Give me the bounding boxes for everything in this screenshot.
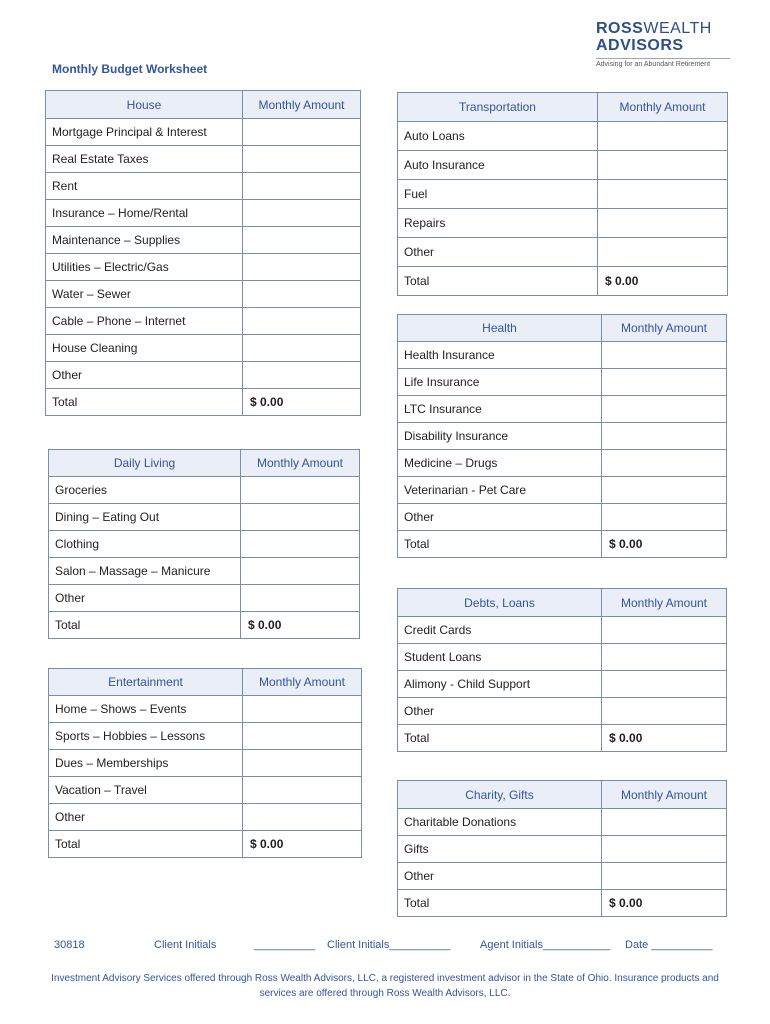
transportation-total-label: Total (398, 267, 598, 296)
charity-gifts-item: Charitable Donations (398, 809, 602, 836)
health-amount-input[interactable] (602, 450, 727, 477)
health-amount-input[interactable] (602, 423, 727, 450)
health-amount-header: Monthly Amount (602, 315, 727, 342)
daily-living-item: Dining – Eating Out (49, 504, 241, 531)
house-amount-header: Monthly Amount (243, 91, 361, 119)
health-amount-input[interactable] (602, 477, 727, 504)
transportation-amount-input[interactable] (598, 238, 728, 267)
form-number: 30818 (54, 939, 85, 951)
entertainment-amount-input[interactable] (243, 804, 362, 831)
daily-living-item: Salon – Massage – Manicure (49, 558, 241, 585)
transportation-item: Other (398, 238, 598, 267)
health-item: Disability Insurance (398, 423, 602, 450)
house-item: Rent (46, 173, 243, 200)
page-title: Monthly Budget Worksheet (52, 62, 208, 76)
house-amount-input[interactable] (243, 281, 361, 308)
entertainment-amount-header: Monthly Amount (243, 669, 362, 696)
health-item: Veterinarian - Pet Care (398, 477, 602, 504)
charity-gifts-table (397, 780, 727, 917)
house-item: Other (46, 362, 243, 389)
health-table (397, 314, 727, 558)
house-item: Utilities – Electric/Gas (46, 254, 243, 281)
client-initials-field-1[interactable]: __________ (254, 939, 316, 951)
entertainment-item: Home – Shows – Events (49, 696, 243, 723)
daily-living-header: Daily Living (49, 450, 241, 477)
house-item: Water – Sewer (46, 281, 243, 308)
client-initials-label-1: Client Initials (154, 939, 217, 951)
logo-wealth: WEALTH (643, 20, 712, 37)
house-item: Maintenance – Supplies (46, 227, 243, 254)
debts-loans-item: Credit Cards (398, 617, 602, 644)
house-header: House (46, 91, 243, 119)
house-item: Mortgage Principal & Interest (46, 119, 243, 146)
debts-loans-item: Alimony - Child Support (398, 671, 602, 698)
daily-living-table (48, 449, 360, 639)
health-item: Medicine – Drugs (398, 450, 602, 477)
health-amount-input[interactable] (602, 396, 727, 423)
entertainment-amount-input[interactable] (243, 750, 362, 777)
transportation-item: Auto Insurance (398, 151, 598, 180)
debts-loans-amount-header: Monthly Amount (602, 589, 727, 617)
charity-gifts-amount-input[interactable] (602, 863, 727, 890)
house-amount-input[interactable] (243, 254, 361, 281)
charity-gifts-total-value: $ 0.00 (602, 890, 727, 917)
entertainment-table (48, 668, 362, 858)
entertainment-item: Dues – Memberships (49, 750, 243, 777)
transportation-amount-input[interactable] (598, 180, 728, 209)
debts-loans-amount-input[interactable] (602, 644, 727, 671)
transportation-amount-input[interactable] (598, 122, 728, 151)
charity-gifts-total-label: Total (398, 890, 602, 917)
charity-gifts-amount-input[interactable] (602, 809, 727, 836)
entertainment-amount-input[interactable] (243, 777, 362, 804)
daily-living-total-value: $ 0.00 (241, 612, 360, 639)
debts-loans-amount-input[interactable] (602, 671, 727, 698)
charity-gifts-item: Gifts (398, 836, 602, 863)
logo-advisors: ADVISORS (596, 37, 684, 54)
house-item: Insurance – Home/Rental (46, 200, 243, 227)
health-item: Other (398, 504, 602, 531)
entertainment-item: Vacation – Travel (49, 777, 243, 804)
debts-loans-amount-input[interactable] (602, 698, 727, 725)
logo-ross: ROSS (596, 20, 644, 37)
health-amount-input[interactable] (602, 369, 727, 396)
entertainment-header: Entertainment (49, 669, 243, 696)
transportation-amount-input[interactable] (598, 209, 728, 238)
health-item: LTC Insurance (398, 396, 602, 423)
entertainment-item: Other (49, 804, 243, 831)
transportation-amount-input[interactable] (598, 151, 728, 180)
transportation-item: Repairs (398, 209, 598, 238)
daily-living-item: Other (49, 585, 241, 612)
transportation-amount-header: Monthly Amount (598, 93, 728, 122)
daily-living-amount-header: Monthly Amount (241, 450, 360, 477)
transportation-item: Auto Loans (398, 122, 598, 151)
debts-loans-item: Other (398, 698, 602, 725)
health-header: Health (398, 315, 602, 342)
debts-loans-total-label: Total (398, 725, 602, 752)
entertainment-amount-input[interactable] (243, 696, 362, 723)
health-item: Health Insurance (398, 342, 602, 369)
daily-living-amount-input[interactable] (241, 504, 360, 531)
daily-living-item: Groceries (49, 477, 241, 504)
house-amount-input[interactable] (243, 308, 361, 335)
health-item: Life Insurance (398, 369, 602, 396)
house-item: Cable – Phone – Internet (46, 308, 243, 335)
health-amount-input[interactable] (602, 342, 727, 369)
daily-living-amount-input[interactable] (241, 531, 360, 558)
debts-loans-table (397, 588, 727, 752)
charity-gifts-header: Charity, Gifts (398, 781, 602, 809)
daily-living-amount-input[interactable] (241, 585, 360, 612)
house-amount-input[interactable] (243, 227, 361, 254)
transportation-total-value: $ 0.00 (598, 267, 728, 296)
charity-gifts-item: Other (398, 863, 602, 890)
daily-living-total-label: Total (49, 612, 241, 639)
logo-tagline: Advising for an Abundant Retirement (596, 61, 711, 68)
entertainment-item: Sports – Hobbies – Lessons (49, 723, 243, 750)
health-amount-input[interactable] (602, 504, 727, 531)
debts-loans-header: Debts, Loans (398, 589, 602, 617)
entertainment-amount-input[interactable] (243, 723, 362, 750)
transportation-item: Fuel (398, 180, 598, 209)
disclaimer: Investment Advisory Services offered through Ross Wealth Advisors, LLC, a registered investment advisor in the State of Ohio. Insurance products and services are offered through Ross Wealth Advisors, LLC. (51, 973, 719, 999)
client-initials-field-2[interactable]: Client Initials__________ (327, 939, 451, 951)
agent-initials-field[interactable]: Agent Initials___________ (480, 939, 611, 951)
entertainment-total-value: $ 0.00 (243, 831, 362, 858)
company-logo (596, 20, 732, 68)
house-total-label: Total (46, 389, 243, 416)
health-total-label: Total (398, 531, 602, 558)
charity-gifts-amount-header: Monthly Amount (602, 781, 727, 809)
house-item: House Cleaning (46, 335, 243, 362)
logo-divider (596, 58, 730, 59)
house-amount-input[interactable] (243, 119, 361, 146)
transportation-table (397, 92, 728, 296)
debts-loans-total-value: $ 0.00 (602, 725, 727, 752)
charity-gifts-amount-input[interactable] (602, 836, 727, 863)
house-amount-input[interactable] (243, 173, 361, 200)
daily-living-amount-input[interactable] (241, 477, 360, 504)
house-table (45, 90, 361, 416)
house-amount-input[interactable] (243, 200, 361, 227)
house-amount-input[interactable] (243, 335, 361, 362)
debts-loans-item: Student Loans (398, 644, 602, 671)
transportation-header: Transportation (398, 93, 598, 122)
house-amount-input[interactable] (243, 146, 361, 173)
debts-loans-amount-input[interactable] (602, 617, 727, 644)
entertainment-total-label: Total (49, 831, 243, 858)
health-total-value: $ 0.00 (602, 531, 727, 558)
house-amount-input[interactable] (243, 362, 361, 389)
date-field[interactable]: Date __________ (625, 939, 713, 951)
daily-living-amount-input[interactable] (241, 558, 360, 585)
house-total-value: $ 0.00 (243, 389, 361, 416)
daily-living-item: Clothing (49, 531, 241, 558)
house-item: Real Estate Taxes (46, 146, 243, 173)
